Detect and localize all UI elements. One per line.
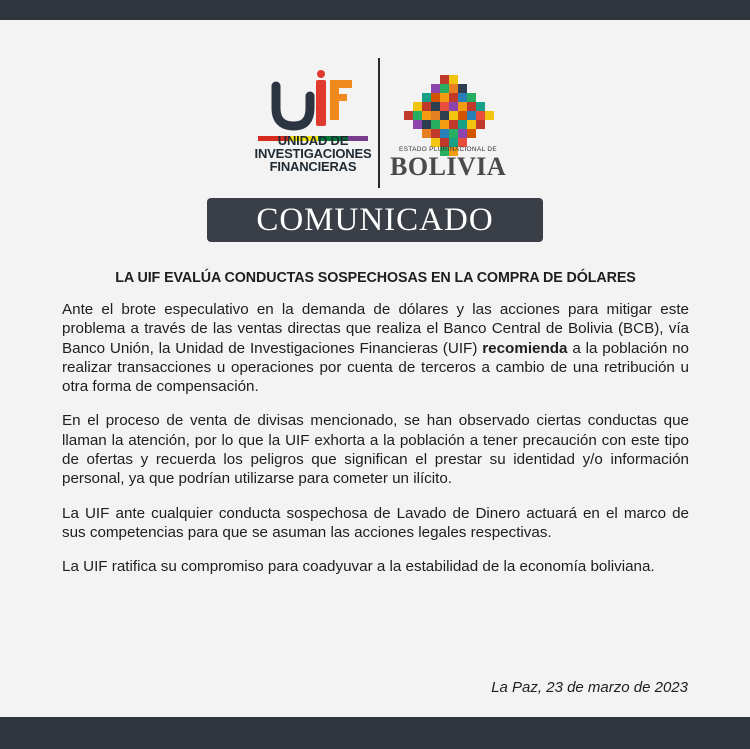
bolivia-mosaic-icon: [404, 75, 494, 157]
paragraph-3: La UIF ante cualquier conducta sospechosa de Lavado de Dinero actuará en el marco de sus competencias para que se asuman las acciones legales respectivas.: [62, 504, 689, 541]
paragraph-4: La UIF ratifica su compromiso para coadyuvar a la estabilidad de la economía boliviana.: [62, 558, 655, 576]
uif-name-line-2: INVESTIGACIONES: [254, 146, 372, 161]
uif-name: [252, 134, 374, 173]
uif-name-line-1: UNIDAD DE: [277, 133, 349, 148]
paragraph-1: [62, 300, 689, 396]
place-and-date: La Paz, 23 de marzo de 2023: [491, 679, 688, 696]
bolivia-wordmark: BOLIVIA: [390, 152, 507, 181]
paragraph-1-emphasis: recomienda: [482, 339, 568, 357]
paragraph-1-rest: a la población no realizar transacciones u operaciones por cuenta de terceros a cambio de una retribución u otra forma de compensación.: [62, 339, 690, 396]
estado-plurinacional-label: ESTADO PLURINACIONAL DE: [399, 146, 497, 153]
comunicado-banner: COMUNICADO: [207, 198, 543, 242]
communique-page: [0, 20, 750, 717]
uif-logo-icon: [258, 68, 368, 143]
uif-name-line-3: FINANCIERAS: [269, 159, 357, 174]
paragraph-1-intro: Ante el brote especulativo en la demanda de dólares y las acciones para mitigar este problema a través de las ventas directas que realiza el Banco Central de Bolivia (BCB), vía Banco Unión, la Unidad de Investigaciones Financieras (UIF): [62, 301, 689, 357]
paragraph-2: En el proceso de venta de divisas mencionado, se han observado ciertas conductas que llaman la atención, por lo que la UIF exhorta a la población a tener precaución con este tipo de ofertas y recuerda los peligros que significan el prestar su identidad y/o información personal, ya que podrían utilizarse para cometer un ilícito.: [62, 412, 689, 488]
header-logos: [0, 20, 750, 190]
communique-body: [62, 268, 689, 577]
logo-divider: [378, 58, 380, 188]
headline: LA UIF EVALÚA CONDUCTAS SOSPECHOSAS EN LA COMPRA DE DÓLARES: [115, 270, 636, 286]
